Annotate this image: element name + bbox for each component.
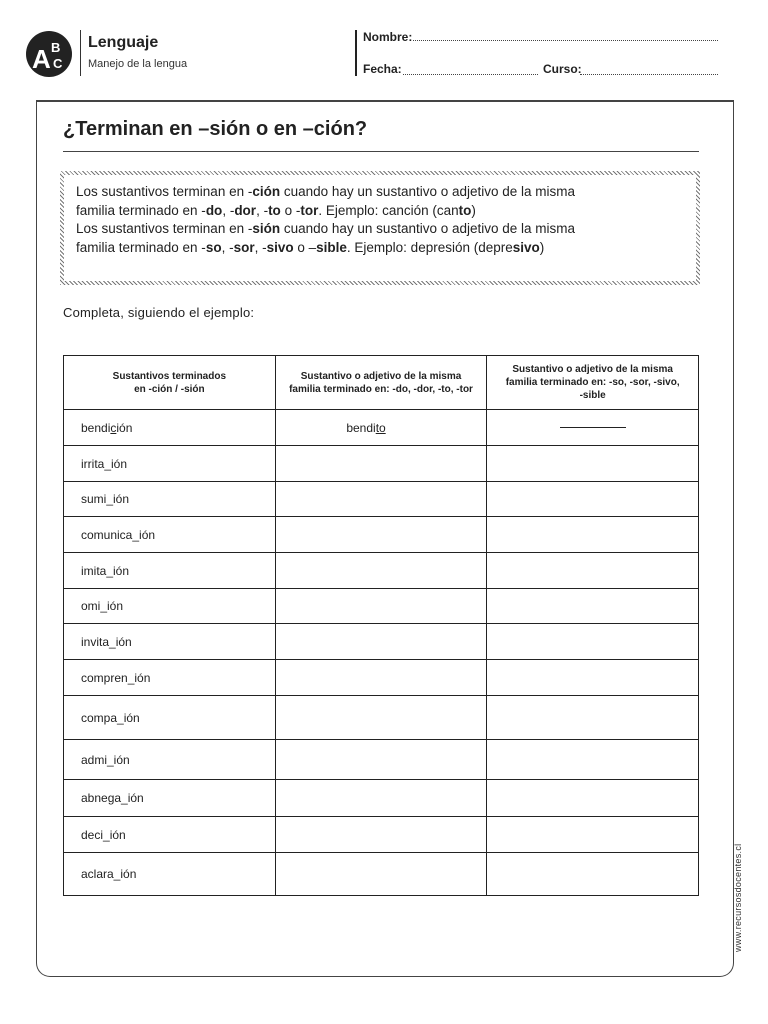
answer-cell-so-sor-sivo-sible[interactable] — [487, 740, 699, 780]
worksheet-frame-top — [36, 100, 733, 102]
table-row — [64, 553, 699, 589]
answer-cell-do-dor-to-tor[interactable] — [275, 660, 487, 696]
answer-cell-do-dor-to-tor[interactable] — [275, 780, 487, 817]
header-divider — [355, 30, 357, 76]
table-row — [64, 660, 699, 696]
word-cell: comunica_ión — [64, 517, 276, 553]
answer-cell-so-sor-sivo-sible[interactable] — [487, 517, 699, 553]
table-row — [64, 853, 699, 896]
exercise-table — [63, 355, 699, 896]
answer-cell-so-sor-sivo-sible[interactable] — [487, 624, 699, 660]
answer-cell-do-dor-to-tor[interactable] — [275, 817, 487, 853]
rule-line-2: familia terminado en -do, -dor, -to o -tor. Ejemplo: canción (canto) — [76, 202, 476, 218]
word-cell: imita_ión — [64, 553, 276, 589]
word-cell: compren_ión — [64, 660, 276, 696]
table-row — [64, 780, 699, 817]
date-label: Fecha: — [363, 62, 402, 76]
answer-cell-so-sor-sivo-sible[interactable] — [487, 482, 699, 517]
header-col-3: Sustantivo o adjetivo de la misma familia terminado en: -so, -sor, -sivo, -sible — [487, 356, 699, 410]
header-col-1: Sustantivos terminados en -ción / -sión — [64, 356, 276, 410]
word-cell: aclara_ión — [64, 853, 276, 896]
example-answer-col2: bendito — [275, 410, 487, 446]
table-row — [64, 740, 699, 780]
title-rule — [63, 151, 699, 152]
example-answer-col3 — [487, 410, 699, 446]
rules-box — [60, 171, 700, 285]
word-cell: compa_ión — [64, 696, 276, 740]
abc-logo — [25, 30, 73, 78]
word-cell: admi_ión — [64, 740, 276, 780]
answer-cell-do-dor-to-tor[interactable] — [275, 446, 487, 482]
answer-cell-so-sor-sivo-sible[interactable] — [487, 589, 699, 624]
name-label: Nombre: — [363, 30, 413, 44]
word-cell: abnega_ión — [64, 780, 276, 817]
answer-cell-so-sor-sivo-sible[interactable] — [487, 696, 699, 740]
subject-title: Lenguaje — [88, 34, 159, 51]
table-row — [64, 446, 699, 482]
word-cell: omi_ión — [64, 589, 276, 624]
answer-cell-so-sor-sivo-sible[interactable] — [487, 446, 699, 482]
answer-cell-do-dor-to-tor[interactable] — [275, 853, 487, 896]
header-col-2: Sustantivo o adjetivo de la misma familia terminado en: -do, -dor, -to, -tor — [275, 356, 487, 410]
side-url: www.recursosdocentes.cl — [733, 843, 743, 952]
word-cell: irrita_ión — [64, 446, 276, 482]
table-row — [64, 817, 699, 853]
course-label: Curso: — [543, 62, 582, 76]
subject-subtitle: Manejo de la lengua — [88, 58, 188, 70]
table-row — [64, 589, 699, 624]
word-cell: sumi_ión — [64, 482, 276, 517]
course-field[interactable] — [580, 74, 718, 75]
answer-cell-do-dor-to-tor[interactable] — [275, 482, 487, 517]
table-row — [64, 517, 699, 553]
answer-cell-do-dor-to-tor[interactable] — [275, 553, 487, 589]
logo-letter-b: B — [51, 40, 61, 55]
logo-letter-c: C — [53, 56, 63, 71]
logo-letter-a: A — [32, 44, 51, 74]
table-row — [64, 624, 699, 660]
rule-line-3: Los sustantivos terminan en -sión cuando hay un sustantivo o adjetivo de la misma — [76, 221, 576, 236]
answer-cell-so-sor-sivo-sible[interactable] — [487, 553, 699, 589]
answer-cell-do-dor-to-tor[interactable] — [275, 624, 487, 660]
answer-cell-do-dor-to-tor[interactable] — [275, 517, 487, 553]
rules-text — [76, 183, 686, 257]
rule-line-4: familia terminado en -so, -sor, -sivo o –sible. Ejemplo: depresión (depresivo) — [76, 239, 545, 255]
rule-line-1: Los sustantivos terminan en -ción cuando hay un sustantivo o adjetivo de la misma — [76, 184, 576, 199]
answer-cell-do-dor-to-tor[interactable] — [275, 589, 487, 624]
word-cell: deci_ión — [64, 817, 276, 853]
instruction-text: Completa, siguiendo el ejemplo: — [63, 305, 255, 320]
answer-cell-so-sor-sivo-sible[interactable] — [487, 780, 699, 817]
example-row — [64, 410, 699, 446]
answer-cell-so-sor-sivo-sible[interactable] — [487, 660, 699, 696]
table-row — [64, 696, 699, 740]
answer-cell-so-sor-sivo-sible[interactable] — [487, 853, 699, 896]
blank-line — [560, 427, 626, 428]
word-cell: invita_ión — [64, 624, 276, 660]
table-header-row — [64, 356, 699, 410]
brand-divider — [80, 30, 81, 76]
answer-cell-do-dor-to-tor[interactable] — [275, 740, 487, 780]
worksheet-title: ¿Terminan en –sión o en –ción? — [63, 118, 368, 140]
example-word: bendición — [64, 410, 276, 446]
answer-cell-do-dor-to-tor[interactable] — [275, 696, 487, 740]
answer-cell-so-sor-sivo-sible[interactable] — [487, 817, 699, 853]
table-row — [64, 482, 699, 517]
date-field[interactable] — [403, 74, 538, 75]
name-field[interactable] — [413, 40, 718, 41]
